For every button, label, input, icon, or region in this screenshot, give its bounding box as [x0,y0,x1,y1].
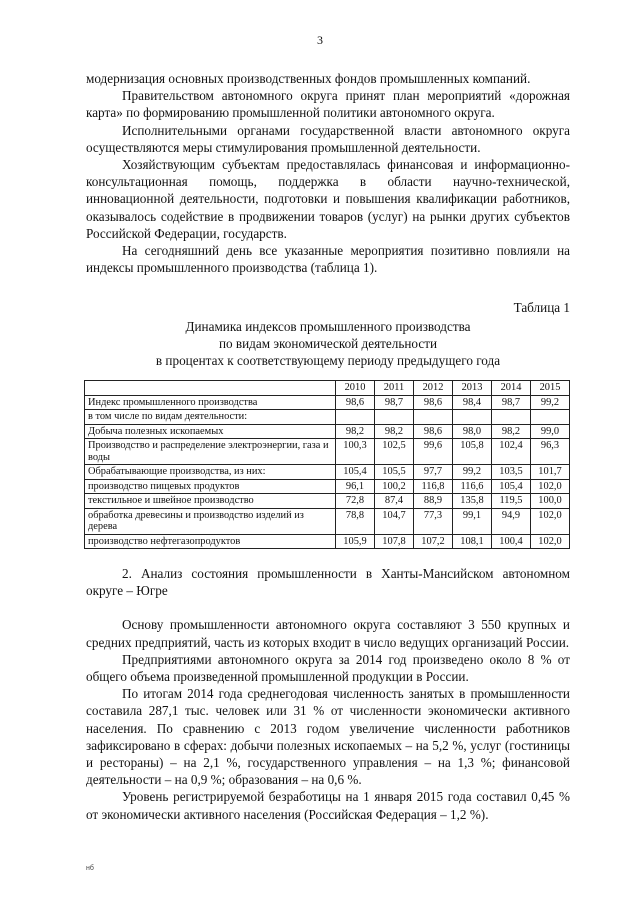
paragraph: Исполнительными органами государственной власти автономного округа осуществляются меры стимулирования промышленной деятельности. [86,122,570,155]
table-cell: 103,5 [492,465,531,480]
table-row [85,410,570,425]
table-title-line: в процентах к соответствующему периоду предыдущего года [155,353,501,368]
table-cell: 107,2 [414,534,453,549]
year-header: 2010 [336,381,375,396]
table-header-row [85,381,570,396]
row-label: производство нефтегазопродуктов [85,534,336,549]
paragraph: Уровень регистрируемой безработицы на 1 января 2015 года составил 0,45 % от экономически активного населения (Российская Федерация – 1,2 %). [86,789,570,822]
table-cell: 98,4 [453,395,492,410]
year-header: 2014 [492,381,531,396]
analysis-text [86,565,570,823]
table-title-line: по видам экономической деятельности [218,336,438,351]
paragraph: Предприятиями автономного округа за 2014 год произведено около 8 % от общего объема произведенной промышленной продукции в России. [86,651,570,685]
table-title [86,318,570,369]
year-header: 2015 [531,381,570,396]
table-cell: 108,1 [453,534,492,549]
table-row [85,439,570,465]
row-label: Обрабатывающие производства, из них: [85,465,336,480]
table-row [85,395,570,410]
table-cell: 94,9 [492,508,531,534]
table-row [85,508,570,534]
table-cell: 99,2 [531,395,570,410]
table-cell: 87,4 [375,494,414,509]
row-label: Производство и распределение электроэнергии, газа и воды [85,439,336,465]
table-cell: 119,5 [492,494,531,509]
paragraph: На сегодняшний день все указанные мероприятия позитивно повлияли на индексы промышленного производства (таблица 1). [86,243,570,276]
table-cell: 100,0 [531,494,570,509]
table-cell: 98,2 [336,424,375,439]
table-row [85,465,570,480]
footnote-mark: нб [86,865,94,872]
table-cell: 77,3 [414,508,453,534]
table-cell: 102,0 [531,508,570,534]
table-cell: 98,2 [375,424,414,439]
table-cell: 96,1 [336,479,375,494]
table-row [85,494,570,509]
table-cell: 98,7 [492,395,531,410]
table-cell: 99,0 [531,424,570,439]
table-cell: 99,1 [453,508,492,534]
table-cell: 102,0 [531,534,570,549]
paragraph: модернизация основных производственных фондов промышленных компаний. [86,71,531,86]
table-cell: 100,2 [375,479,414,494]
table-cell [531,410,570,425]
paragraph: Основу промышленности автономного округа составляют 3 550 крупных и средних предприятий, часть из которых входит в число ведущих организаций России. [86,617,570,650]
table-corner-cell [85,381,336,396]
table-cell: 98,2 [492,424,531,439]
row-label: Добыча полезных ископаемых [85,424,336,439]
table-cell: 78,8 [336,508,375,534]
table-cell: 107,8 [375,534,414,549]
row-label: текстильное и швейное производство [85,494,336,509]
paragraph: Хозяйствующим субъектам предоставлялась финансовая и информационно-консультационная помощь, поддержка в области научно-технической, инновационной деятельности, подготовки и повышения квалификации работников, оказывалось содействие в продвижении товаров (услуг) на рынки других субъектов Российской Федерации, государств. [86,157,570,241]
table-cell [414,410,453,425]
table-cell: 97,7 [414,465,453,480]
table-cell: 96,3 [531,439,570,465]
table-cell: 116,6 [453,479,492,494]
page-number: 3 [317,33,323,47]
table-cell: 98,6 [414,424,453,439]
row-label: производство пищевых продуктов [85,479,336,494]
table-title-line: Динамика индексов промышленного производства [185,319,471,334]
table-row [85,479,570,494]
table-cell: 102,4 [492,439,531,465]
table-cell: 102,0 [531,479,570,494]
table-cell [453,410,492,425]
row-label: Индекс промышленного производства [85,395,336,410]
table-cell: 100,4 [492,534,531,549]
table-cell: 135,8 [453,494,492,509]
table-cell: 72,8 [336,494,375,509]
table-cell: 100,3 [336,439,375,465]
row-label: в том числе по видам деятельности: [85,410,336,425]
table-cell: 98,0 [453,424,492,439]
table-cell: 105,4 [336,465,375,480]
year-header: 2012 [414,381,453,396]
table-cell [336,410,375,425]
row-label: обработка древесины и производство изделий из дерева [85,508,336,534]
year-header: 2013 [453,381,492,396]
table-cell [375,410,414,425]
table-cell: 98,6 [336,395,375,410]
table-cell: 88,9 [414,494,453,509]
table-cell [492,410,531,425]
industrial-index-table [84,380,570,549]
table-cell: 105,4 [492,479,531,494]
table-cell: 104,7 [375,508,414,534]
paragraph: Правительством автономного округа принят план мероприятий «дорожная карта» по формированию промышленной политики автономного округа. [86,88,570,121]
table-label: Таблица 1 [513,300,570,315]
year-header: 2011 [375,381,414,396]
table-row [85,534,570,549]
table-cell: 105,8 [453,439,492,465]
table-cell: 101,7 [531,465,570,480]
table-cell: 98,7 [375,395,414,410]
intro-text [86,70,570,276]
paragraph: По итогам 2014 года среднегодовая численность занятых в промышленности составила 287,1 тыс. человек или 31 % от численности экономически активного населения. По сравнению с 2013 годом увеличение численности работников зафиксировано в сферах: добычи полезных ископаемых – на 5,2 %, услуг (гостиницы и рестораны) – на 2,1 %, государственного управления – на 1,3 %; финансовой деятельности – на 0,9 %; образования – на 0,6 %. [86,686,570,788]
table-row [85,424,570,439]
table-cell: 105,5 [375,465,414,480]
section-heading: 2. Анализ состояния промышленности в Ханты-Мансийском автономном округе – Югре [86,566,570,599]
table-cell: 98,6 [414,395,453,410]
table-cell: 99,6 [414,439,453,465]
table-cell: 116,8 [414,479,453,494]
table-cell: 102,5 [375,439,414,465]
table-cell: 105,9 [336,534,375,549]
table-cell: 99,2 [453,465,492,480]
